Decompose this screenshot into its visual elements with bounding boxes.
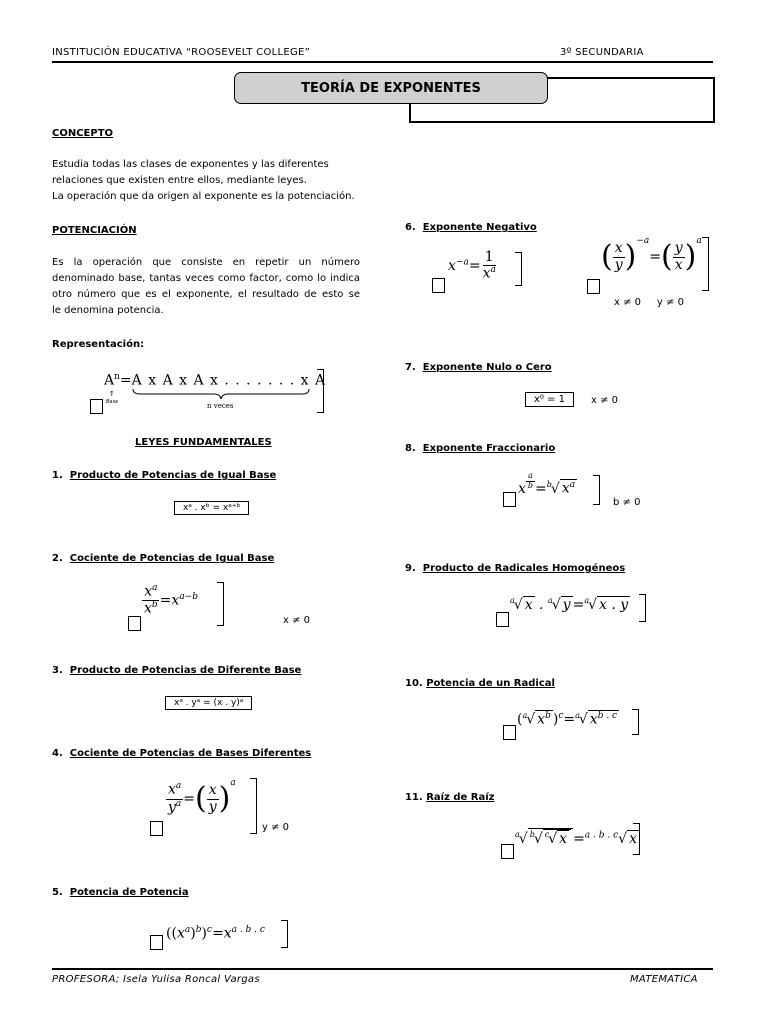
base-label: Base	[106, 399, 119, 405]
law-7-formula: x⁰ = 1	[525, 392, 574, 407]
bracket	[593, 475, 600, 505]
law-9-formula: $^a$√ x . $^a$√ y =$^a$√ x . y	[510, 596, 629, 613]
law-number: 9.	[405, 563, 416, 574]
header-rule	[52, 61, 713, 63]
law-title: Producto de Potencias de Diferente Base	[69, 665, 302, 676]
concepto-line: Estudia todas las clases de exponentes y las diferentes	[52, 159, 329, 170]
placeholder-box	[90, 399, 103, 414]
potenciacion-text	[52, 255, 360, 319]
bracket	[515, 252, 522, 286]
footer-subject: MATEMATICA	[630, 974, 698, 985]
bracket	[217, 582, 224, 626]
law-title: Producto de Potencias de Igual Base	[69, 470, 277, 481]
law-5	[52, 887, 189, 898]
bracket	[632, 709, 639, 735]
placeholder-box	[432, 278, 445, 293]
law-number: 11.	[405, 792, 423, 803]
bracket	[250, 778, 257, 834]
placeholder-box	[128, 616, 141, 631]
rep-product: A x A x A x . . . . . . . x A	[131, 372, 327, 389]
law-7-condition: x ≠ 0	[591, 395, 619, 406]
potenciacion-line: Es la operación que consiste en repetir un número	[52, 257, 360, 268]
law-number: 8.	[405, 443, 416, 454]
bracket	[633, 823, 640, 855]
law-title: Exponente Negativo	[422, 222, 537, 233]
representation-formula: $A^n=A$ x A x A x . . . . . . . x A	[104, 372, 327, 389]
law-9	[405, 563, 625, 574]
law-number: 3.	[52, 665, 63, 676]
law-11	[405, 792, 495, 803]
law-2-condition: x ≠ 0	[283, 615, 311, 626]
header-school: INSTITUCIÓN EDUCATIVA “ROOSEVELT COLLEGE”	[52, 47, 311, 58]
bracket	[317, 369, 324, 413]
law-6-formula-a: $x^{-a}=$ $\frac{1}{x^a}$	[448, 249, 496, 283]
potenciacion-line: le denomina potencia.	[52, 305, 164, 316]
law-title: Exponente Nulo o Cero	[422, 362, 552, 373]
up-arrow-icon: ↑	[109, 390, 115, 398]
placeholder-box	[501, 844, 514, 859]
law-10-formula: ($^a$√ $x^b$ )$^c$=$^a$√ $x^{b . c}$	[517, 711, 618, 728]
potenciacion-line: otro número que es el exponente, el resultado de esto se	[52, 289, 360, 300]
placeholder-box	[496, 612, 509, 627]
underbrace-label: n veces	[207, 402, 234, 410]
law-number: 6.	[405, 222, 416, 233]
placeholder-box	[587, 279, 600, 294]
law-4-formula: $\frac{x^a}{y^a}$ =( $\frac{x}{y}$ )$^a$	[168, 778, 236, 816]
law-number: 4.	[52, 748, 63, 759]
header-grade: 3º SECUNDARIA	[560, 47, 644, 58]
law-4-condition: y ≠ 0	[262, 822, 290, 833]
law-title: Cociente de Potencias de Bases Diferentes	[69, 748, 312, 759]
law-6	[405, 222, 537, 233]
law-title: Exponente Fraccionario	[422, 443, 556, 454]
law-2-formula: $\frac{x^a}{x^b}$ $=x^{a-b}$	[144, 583, 198, 617]
law-10	[405, 678, 555, 689]
law-6-formula-b: ( $\frac{x}{y}$ )$^{-a}$=( $\frac{y}{x}$ )$^a$	[601, 236, 702, 274]
law-5-formula: $((x^a)^b)^c=x^{a . b . c}$	[166, 925, 265, 942]
bracket	[702, 237, 709, 291]
law-1	[52, 470, 276, 481]
law-title: Potencia de un Radical	[426, 678, 555, 689]
page-title: TEORÍA DE EXPONENTES	[234, 72, 548, 104]
representacion-heading: Representación:	[52, 339, 145, 350]
law-number: 10.	[405, 678, 423, 689]
law-3	[52, 665, 301, 676]
law-title: Producto de Radicales Homogéneos	[422, 563, 626, 574]
placeholder-box	[503, 725, 516, 740]
law-number: 2.	[52, 553, 63, 564]
potenciacion-heading: POTENCIACIÓN	[52, 225, 137, 236]
law-6-condition: x ≠ 0 y ≠ 0	[614, 297, 684, 308]
placeholder-box	[503, 492, 516, 507]
law-4	[52, 748, 311, 759]
bracket	[281, 920, 288, 948]
footer-rule	[52, 968, 713, 970]
placeholder-box	[150, 821, 163, 836]
footer-teacher: PROFESORA; Isela Yulisa Roncal Vargas	[52, 974, 260, 985]
concepto-line: La operación que da origen al exponente es la potenciación.	[52, 191, 355, 202]
concepto-heading: CONCEPTO	[52, 128, 114, 139]
law-11-formula: $^a$√ $^b$√ $^c$√ x =$^{a . b . c}$√ x	[515, 828, 639, 847]
law-7	[405, 362, 552, 373]
law-number: 5.	[52, 887, 63, 898]
law-2	[52, 553, 274, 564]
rep-exponent: n	[114, 372, 120, 382]
leyes-heading: LEYES FUNDAMENTALES	[135, 437, 272, 448]
law-title: Raíz de Raíz	[426, 792, 495, 803]
law-1-formula: xᵃ . xᵇ = xᵃ⁺ᵇ	[174, 501, 249, 515]
law-3-formula: xᵃ . yᵃ = (x . y)ᵃ	[165, 696, 252, 710]
concepto-line: relaciones que existen entre ellos, mediante leyes.	[52, 175, 307, 186]
concepto-text	[52, 157, 360, 205]
rep-base: A	[104, 372, 115, 389]
law-number: 1.	[52, 470, 63, 481]
law-title: Cociente de Potencias de Igual Base	[69, 553, 275, 564]
law-8-formula: x $^{\frac{a}{b}}$ =$^b$√ $x^a$	[518, 471, 576, 497]
bracket	[639, 594, 646, 622]
law-title: Potencia de Potencia	[69, 887, 189, 898]
law-8-condition: b ≠ 0	[613, 497, 641, 508]
underbrace	[132, 388, 310, 400]
potenciacion-line: denominado base, tantas veces como factor, como lo indica	[52, 273, 360, 284]
placeholder-box	[150, 935, 163, 950]
law-number: 7.	[405, 362, 416, 373]
law-8	[405, 443, 555, 454]
